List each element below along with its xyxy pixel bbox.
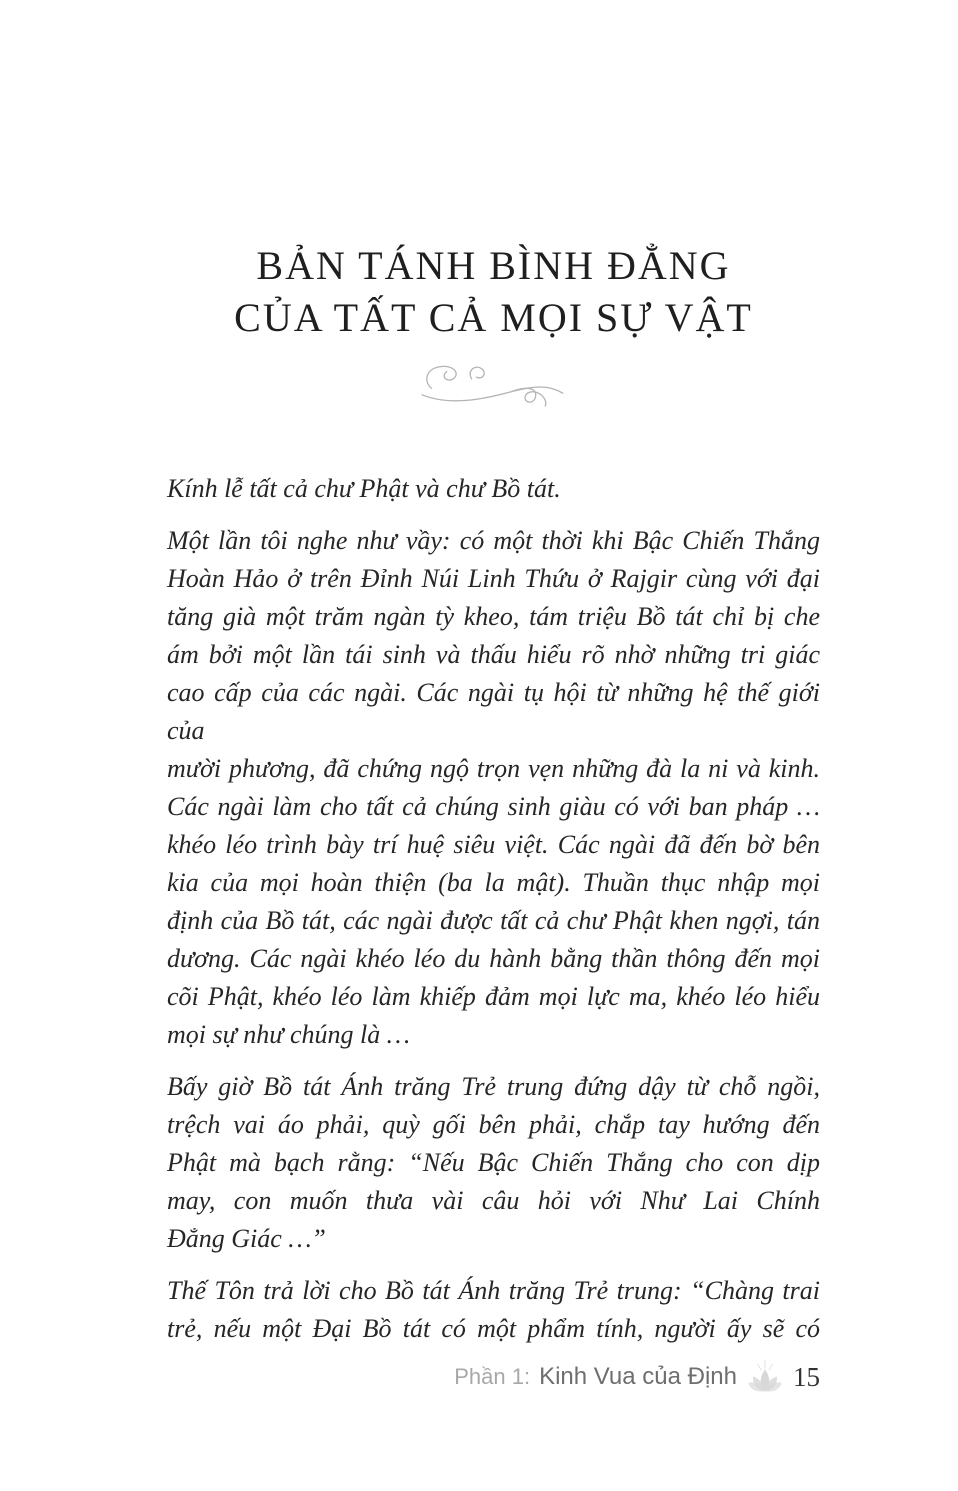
- text-line: kia của mọi hoàn thiện (ba la mật). Thuần thục nhập mọi: [167, 868, 820, 897]
- footer-section-title: Kinh Vua của Định: [539, 1363, 737, 1390]
- text-line: trẻ, nếu một Đại Bồ tát có một phẩm tính, người ấy sẽ có: [167, 1314, 820, 1343]
- chapter-header: [167, 240, 820, 417]
- page-footer: [167, 1358, 820, 1396]
- text-line: Các ngài làm cho tất cả chúng sinh giàu có với ban pháp …: [167, 792, 820, 821]
- page-number: 15: [793, 1361, 820, 1392]
- text-line: cao cấp của các ngài. Các ngài tụ hội từ những hệ thế giới của: [167, 678, 820, 745]
- text-line: Bấy giờ Bồ tát Ánh trăng Trẻ trung đứng dậy từ chỗ ngồi,: [167, 1072, 820, 1101]
- footer-section-label: Phần 1:: [454, 1364, 531, 1389]
- text-line: định của Bồ tát, các ngài được tất cả chư Phật khen ngợi, tán: [167, 906, 820, 935]
- text-line: dương. Các ngài khéo léo du hành bằng thần thông đến mọi: [167, 944, 820, 973]
- paragraph: [167, 470, 820, 508]
- text-line: Đẳng Giác …”: [167, 1224, 326, 1253]
- flourish-ornament-icon: [167, 360, 820, 417]
- text-line: Một lần tôi nghe như vầy: có một thời khi Bậc Chiến Thắng: [167, 526, 820, 555]
- text-line: Hoàn Hảo ở trên Đỉnh Núi Linh Thứu ở Rajgir cùng với đại: [167, 564, 820, 593]
- chapter-title: [167, 240, 820, 344]
- text-line: cõi Phật, khéo léo làm khiếp đảm mọi lực ma, khéo léo hiểu: [167, 982, 820, 1011]
- text-line: ám bởi một lần tái sinh và thấu hiểu rõ nhờ những tri giác: [167, 640, 820, 669]
- text-line: trệch vai áo phải, quỳ gối bên phải, chắp tay hướng đến: [167, 1110, 820, 1139]
- lotus-icon: [746, 1358, 784, 1396]
- text-line: mười phương, đã chứng ngộ trọn vẹn những đà la ni và kinh.: [167, 754, 820, 783]
- paragraph: [167, 1068, 820, 1258]
- text-line: mọi sự như chúng là …: [167, 1020, 410, 1049]
- paragraph: [167, 522, 820, 1054]
- text-line: Thế Tôn trả lời cho Bồ tát Ánh trăng Trẻ trung: “Chàng trai: [167, 1276, 820, 1305]
- text-line: may, con muốn thưa vài câu hỏi với Như Lai Chính: [167, 1186, 820, 1215]
- text-line: Phật mà bạch rằng: “Nếu Bậc Chiến Thắng cho con dịp: [167, 1148, 820, 1177]
- text-line: tăng già một trăm ngàn tỳ kheo, tám triệu Bồ tát chỉ bị che: [167, 602, 820, 631]
- text-line: khéo léo trình bày trí huệ siêu việt. Các ngài đã đến bờ bên: [167, 830, 820, 859]
- text-line: Kính lễ tất cả chư Phật và chư Bồ tát.: [167, 474, 561, 503]
- chapter-title-line2: CỦA TẤT CẢ MỌI SỰ VẬT: [234, 295, 753, 340]
- paragraph: [167, 1272, 820, 1348]
- chapter-title-line1: BẢN TÁNH BÌNH ĐẲNG: [256, 243, 731, 288]
- body-text: [167, 470, 820, 1362]
